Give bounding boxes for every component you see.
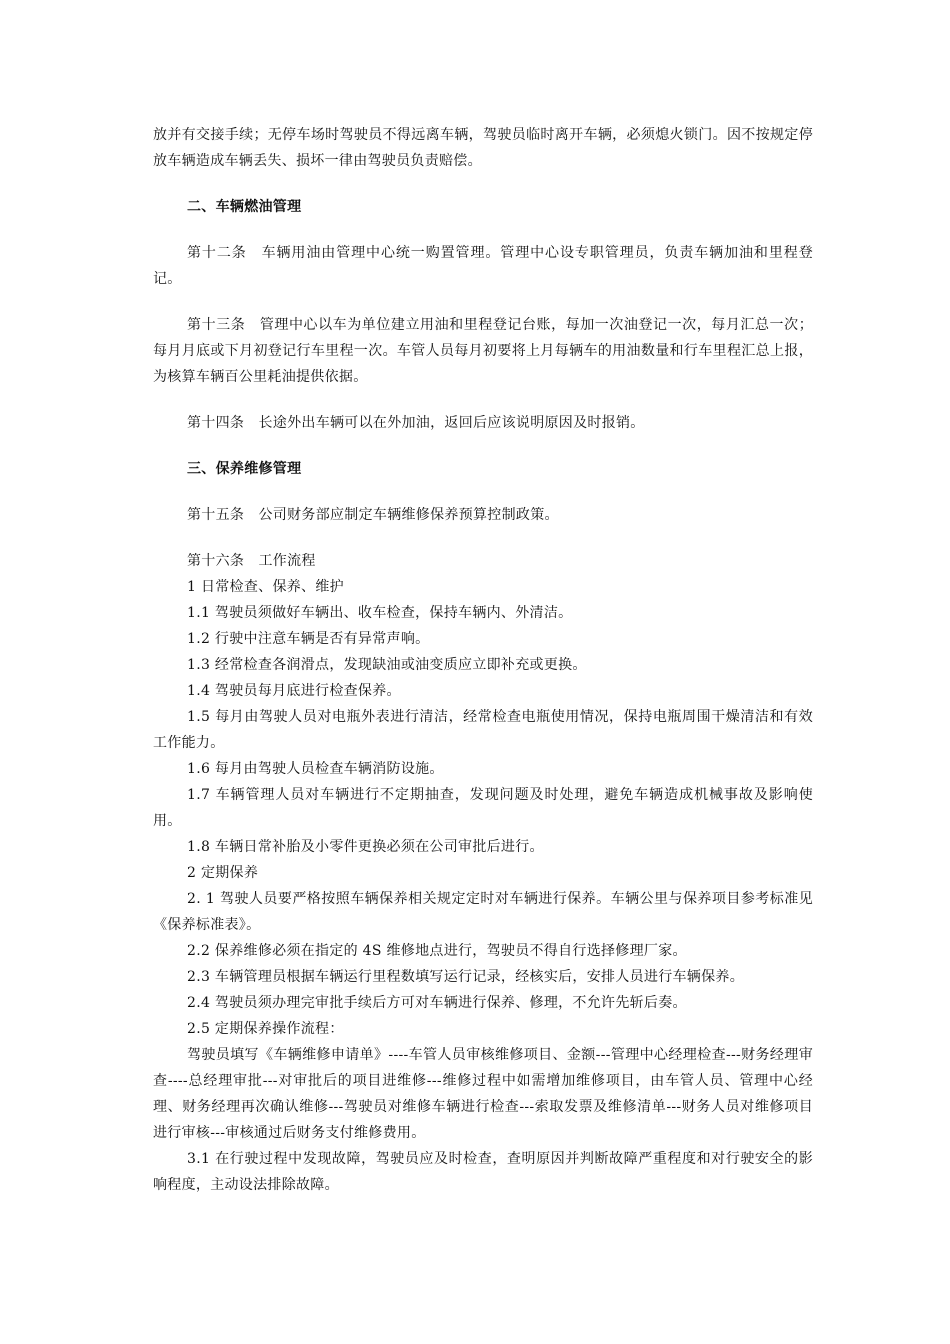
paragraph: 第十五条 公司财务部应制定车辆维修保养预算控制政策。 [187, 507, 559, 523]
section-heading: 二、车辆燃油管理 [187, 199, 302, 215]
paragraph: 驾驶员填写《车辆维修申请单》----车管人员审核维修项目、金额---管理中心经理检查---财务经理审查----总经理审批---对审批后的项目进维修---维修过程中如需增加维修项目，由车管人员、管理中心经理、财务经理再次确认维修---驾驶员对维修车辆进行检查---索取发票及维修清单---财务人员对维修项目进行审核---审核通过后财务支付维修费用。 [153, 1047, 813, 1141]
paragraph: 1.6 每月由驾驶人员检查车辆消防设施。 [187, 761, 444, 777]
paragraph: 2.3 车辆管理员根据车辆运行里程数填写运行记录，经核实后，安排人员进行车辆保养。 [187, 969, 745, 985]
paragraph: 1.4 驾驶员每月底进行检查保养。 [187, 683, 401, 699]
paragraph: 3.1 在行驶过程中发现故障，驾驶员应及时检查，查明原因并判断故障严重程度和对行驶安全的影响程度，主动设法排除故障。 [153, 1151, 813, 1193]
paragraph: 2.2 保养维修必须在指定的 4S 维修地点进行，驾驶员不得自行选择修理厂家。 [187, 943, 687, 959]
paragraph: 1.8 车辆日常补胎及小零件更换必须在公司审批后进行。 [187, 839, 544, 855]
paragraph: 1 日常检查、保养、维护 [187, 579, 344, 595]
paragraph: 第十四条 长途外出车辆可以在外加油，返回后应该说明原因及时报销。 [187, 415, 645, 431]
paragraph: 2 定期保养 [187, 865, 259, 881]
paragraph: 1.7 车辆管理人员对车辆进行不定期抽查，发现问题及时处理，避免车辆造成机械事故及影响使用。 [153, 787, 813, 829]
paragraph: 第十六条 工作流程 [187, 553, 316, 569]
paragraph: 1.2 行驶中注意车辆是否有异常声响。 [187, 631, 430, 647]
paragraph: 2.5 定期保养操作流程： [187, 1021, 344, 1037]
paragraph: 第十三条 管理中心以车为单位建立用油和里程登记台账，每加一次油登记一次，每月汇总一次；每月月底或下月初登记行车里程一次。车管人员每月初要将上月每辆车的用油数量和行车里程汇总上报，为核算车辆百公里耗油提供依据。 [153, 317, 813, 385]
section-heading: 三、保养维修管理 [187, 461, 302, 477]
paragraph: 第十二条 车辆用油由管理中心统一购置管理。管理中心设专职管理员，负责车辆加油和里程登记。 [153, 245, 813, 287]
paragraph: 1.1 驾驶员须做好车辆出、收车检查，保持车辆内、外清洁。 [187, 605, 573, 621]
paragraph: 2.4 驾驶员须办理完审批手续后方可对车辆进行保养、修理，不允许先斩后奏。 [187, 995, 687, 1011]
paragraph: 1.3 经常检查各润滑点，发现缺油或油变质应立即补充或更换。 [187, 657, 587, 673]
paragraph: 2. 1 驾驶人员要严格按照车辆保养相关规定定时对车辆进行保养。车辆公里与保养项目参考标准见《保养标准表》。 [153, 891, 813, 933]
paragraph: 放并有交接手续；无停车场时驾驶员不得远离车辆，驾驶员临时离开车辆，必须熄火锁门。因不按规定停放车辆造成车辆丢失、损坏一律由驾驶员负责赔偿。 [153, 127, 813, 169]
document-body [153, 122, 813, 1198]
paragraph: 1.5 每月由驾驶人员对电瓶外表进行清洁，经常检查电瓶使用情况，保持电瓶周围干燥清洁和有效工作能力。 [153, 709, 813, 751]
